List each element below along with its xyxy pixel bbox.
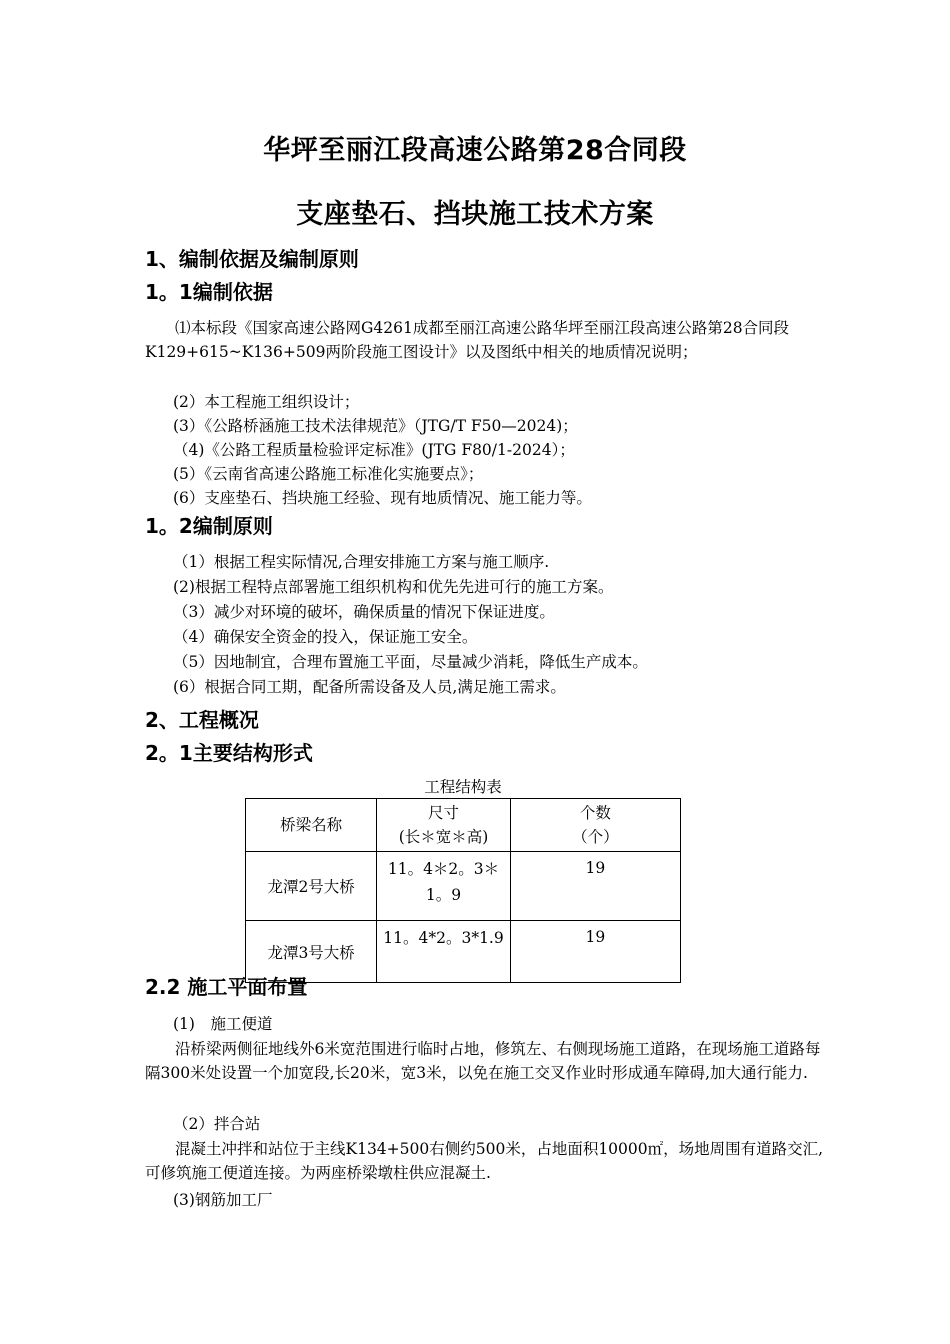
header-count-line1: 个数 (579, 804, 611, 822)
basis-item-2: (2）本工程施工组织设计； (173, 393, 360, 411)
section2-heading: 2、工程概况 (145, 708, 259, 732)
size-value: 11。4＊2。3＊1。9 (387, 860, 500, 904)
layout-item3-title: (3)钢筋加工厂 (173, 1191, 273, 1209)
principle-item-1: （1）根据工程实际情况,合理安排施工方案与施工顺序. (173, 553, 550, 571)
structure-table (245, 798, 681, 983)
principle-item-3: （3）减少对环境的破坏，确保质量的情况下保证进度。 (173, 603, 555, 621)
section1-1-heading: 1。1编制依据 (145, 280, 273, 304)
section2-1-heading: 2。1主要结构形式 (145, 741, 313, 765)
size-value: 11。4*2。3*1.9 (383, 929, 504, 947)
header-count-line2: （个） (572, 828, 619, 846)
section2-2-heading: 2.2 施工平面布置 (145, 975, 308, 999)
principle-item-6: (6）根据合同工期，配备所需设备及人员,满足施工需求。 (173, 678, 566, 696)
header-bridge-name: 桥梁名称 (246, 799, 377, 852)
header-size (377, 799, 510, 852)
document-title-line1: 华坪至丽江段高速公路第28合同段 (263, 135, 687, 166)
table-header-row (246, 799, 681, 852)
principle-item-2: (2)根据工程特点部署施工组织机构和优先先进可行的施工方案。 (173, 578, 614, 596)
basis-item-1: ⑴本标段《国家高速公路网G4261成都至丽江高速公路华坪至丽江段高速公路第28合同段K129+615~K136+509两阶段施工图设计》以及图纸中相关的地质情况说明； (145, 319, 790, 361)
header-count (510, 799, 680, 852)
basis-item-5: (5）《云南省高速公路施工标准化实施要点》； (173, 465, 484, 483)
header-size-line1: 尺寸 (428, 804, 460, 822)
basis-item-3: (3）《公路桥涵施工技术法律规范》（JTG/T F50—2024)； (173, 417, 578, 435)
table-row (246, 852, 681, 921)
basis-item-4: （4)《公路工程质量检验评定标准》(JTG F80/1-2024）； (173, 441, 575, 459)
bridge-name-cell: 龙潭2号大桥 (246, 852, 377, 921)
layout-item2-text: 混凝土冲拌和站位于主线K134+500右侧约500米，占地面积10000㎡，场地周围有道路交汇,可修筑施工便道连接。为两座桥梁墩柱供应混凝土. (145, 1140, 824, 1182)
header-size-line2: (长＊宽＊高) (398, 828, 489, 846)
document-title-line2: 支座垫石、挡块施工技术方案 (296, 199, 654, 230)
layout-item2-title: （2）拌合站 (173, 1115, 261, 1133)
basis-item-6: (6）支座垫石、挡块施工经验、现有地质情况、施工能力等。 (173, 489, 592, 507)
size-cell (377, 921, 510, 983)
principle-item-5: （5）因地制宜，合理布置施工平面，尽量减少消耗，降低生产成本。 (173, 653, 648, 671)
count-cell: 19 (510, 852, 680, 921)
size-cell (377, 852, 510, 921)
count-cell: 19 (510, 921, 680, 983)
bridge-name-cell: 龙潭3号大桥 (246, 921, 377, 983)
table-row (246, 921, 681, 983)
layout-item1-title: (1) 施工便道 (173, 1015, 273, 1033)
table-caption: 工程结构表 (424, 778, 502, 796)
layout-item1-text: 沿桥梁两侧征地线外6米宽范围进行临时占地，修筑左、右侧现场施工道路，在现场施工道路每隔300米处设置一个加宽段,长20米，宽3米，以免在施工交叉作业时形成通车障碍,加大通行能力. (145, 1040, 821, 1082)
section1-heading: 1、编制依据及编制原则 (145, 247, 359, 271)
principle-item-4: （4）确保安全资金的投入，保证施工安全。 (173, 628, 478, 646)
section1-2-heading: 1。2编制原则 (145, 514, 273, 538)
